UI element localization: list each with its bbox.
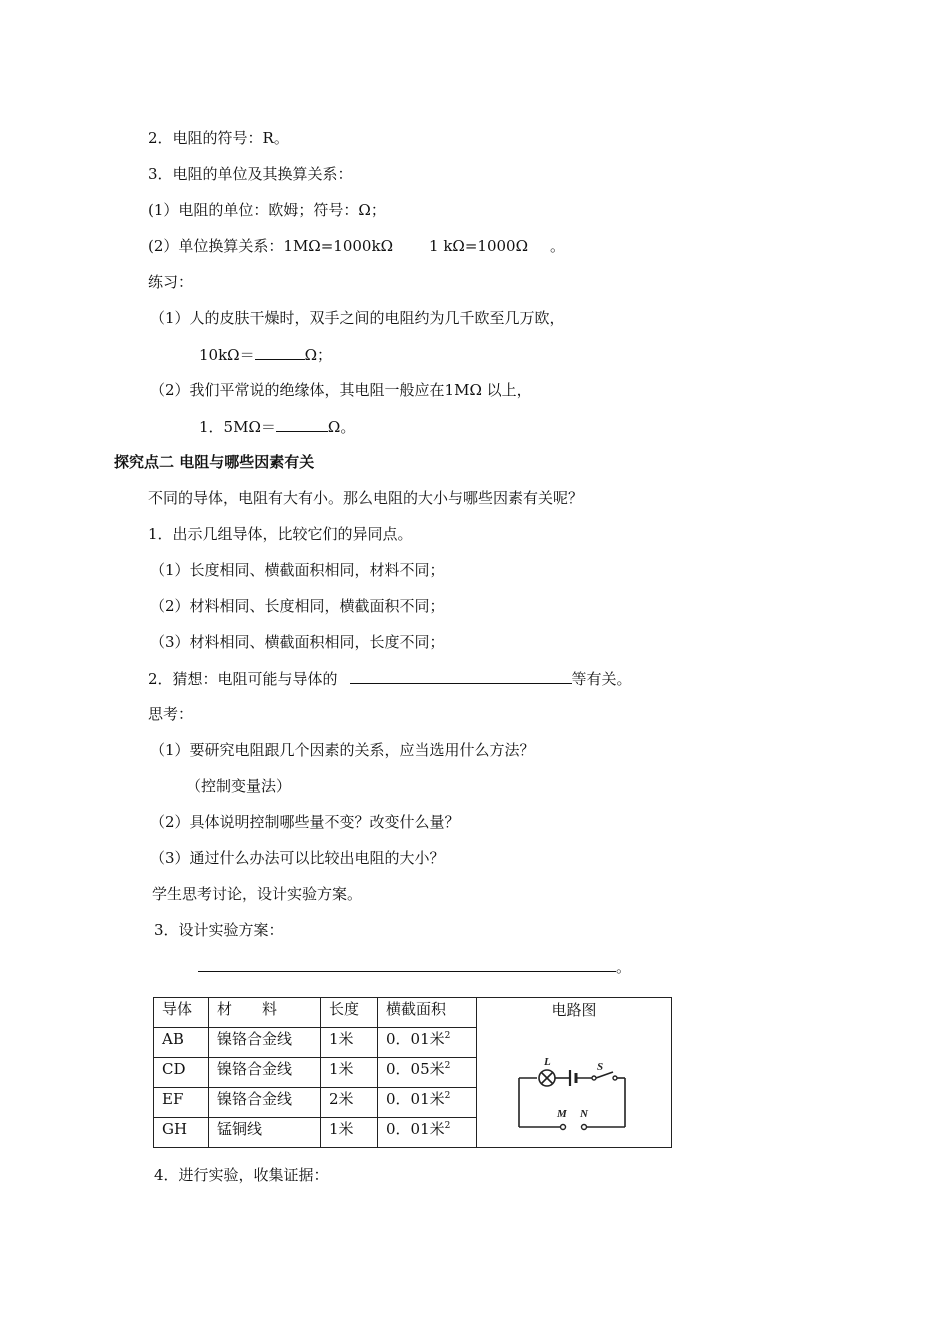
area-value: 0．05米 [386,1060,445,1078]
text-span: 1．5MΩ＝ [199,418,276,436]
exercise-line [199,416,355,437]
conductor-material: 锰铜线 [209,1118,321,1148]
text-line: （2）我们平常说的绝缘体，其电阻一般应在1MΩ 以上， [150,381,532,399]
conductor-name: GH [154,1118,209,1148]
conductor-length: 2米 [321,1088,378,1118]
conductor-name: AB [154,1028,209,1058]
text-line: 4．进行实验，收集证据： [154,1166,329,1184]
header-cell: 横截面积 [378,998,477,1028]
text-line [148,236,565,256]
section-heading: 探究点二 电阻与哪些因素有关 [114,453,315,471]
text-line [148,668,632,689]
text-span: (2）单位换算关系：1MΩ=1000kΩ [148,237,394,255]
table-header-row [154,998,672,1028]
text-line: 思考： [148,705,194,723]
conductor-material: 镍铬合金线 [209,1028,321,1058]
text-line: 3．设计实验方案： [154,921,284,939]
conductor-area [378,1118,477,1148]
header-cell: 导体 [154,998,209,1028]
text-line: （控制变量法） [186,777,292,795]
text-span: 10kΩ＝ [199,346,255,364]
conductor-length: 1米 [321,1028,378,1058]
circuit-diagram [477,1021,671,1131]
text-line: （1）人的皮肤干燥时，双手之间的电阻约为几千欧至几万欧， [150,309,565,327]
switch-label: S [597,1061,604,1073]
text-line: 2．电阻的符号：R。 [148,129,289,147]
text-line: （1）长度相同、横截面积相同，材料不同； [150,561,445,579]
conductor-length: 1米 [321,1058,378,1088]
text-line: 3．电阻的单位及其换算关系： [148,165,353,183]
area-exponent: 2 [444,1031,451,1041]
area-exponent: 2 [444,1121,451,1131]
conductor-table [153,997,672,1148]
area-value: 0．01米 [386,1030,445,1048]
conductor-area [378,1058,477,1088]
text-line: （3）通过什么办法可以比较出电阻的大小？ [150,849,445,867]
conductor-area [378,1088,477,1118]
answer-blank[interactable] [350,668,572,684]
conductor-name: EF [154,1088,209,1118]
header-cell: 长度 [321,998,378,1028]
text-span: Ω。 [327,418,356,436]
text-span: 1 kΩ=1000Ω [429,237,529,255]
area-value: 0．01米 [386,1090,445,1108]
conductor-material: 镍铬合金线 [209,1058,321,1088]
lamp-label: L [544,1056,551,1068]
text-span: 。 [616,958,632,976]
circuit-title: 电路图 [551,1001,597,1019]
text-line: (1）电阻的单位：欧姆；符号：Ω； [148,201,386,219]
circuit-cell [477,998,672,1148]
answer-blank[interactable] [198,956,616,972]
exercise-line [199,344,332,365]
text-line: 练习： [148,273,194,291]
terminal-m-label: M [557,1108,567,1120]
conductor-material: 镍铬合金线 [209,1088,321,1118]
text-line: 1．出示几组导体，比较它们的异同点。 [148,525,413,543]
terminal-n-label: N [580,1108,588,1120]
text-span: 等有关。 [571,670,632,688]
answer-blank[interactable] [255,344,305,360]
header-cell: 材 料 [209,998,321,1028]
text-line: 不同的导体，电阻有大有小。那么电阻的大小与哪些因素有关呢？ [148,489,584,507]
area-value: 0．01米 [386,1120,445,1138]
text-line: （1）要研究电阻跟几个因素的关系，应当选用什么方法？ [150,741,535,759]
answer-blank[interactable] [276,416,328,432]
text-span: 2．猜想：电阻可能与导体的 [148,670,338,688]
text-span: Ω； [304,346,333,364]
text-line: 学生思考讨论，设计实验方案。 [152,885,363,903]
text-line: （3）材料相同、横截面积相同，长度不同； [150,633,445,651]
conductor-length: 1米 [321,1118,378,1148]
text-line: （2）材料相同、长度相同，横截面积不同； [150,597,445,615]
conductor-name: CD [154,1058,209,1088]
plan-line [198,956,631,977]
area-exponent: 2 [444,1091,451,1101]
area-exponent: 2 [444,1061,451,1071]
text-line: （2）具体说明控制哪些量不变？改变什么量？ [150,813,460,831]
conductor-area [378,1028,477,1058]
text-span: 。 [550,237,566,255]
